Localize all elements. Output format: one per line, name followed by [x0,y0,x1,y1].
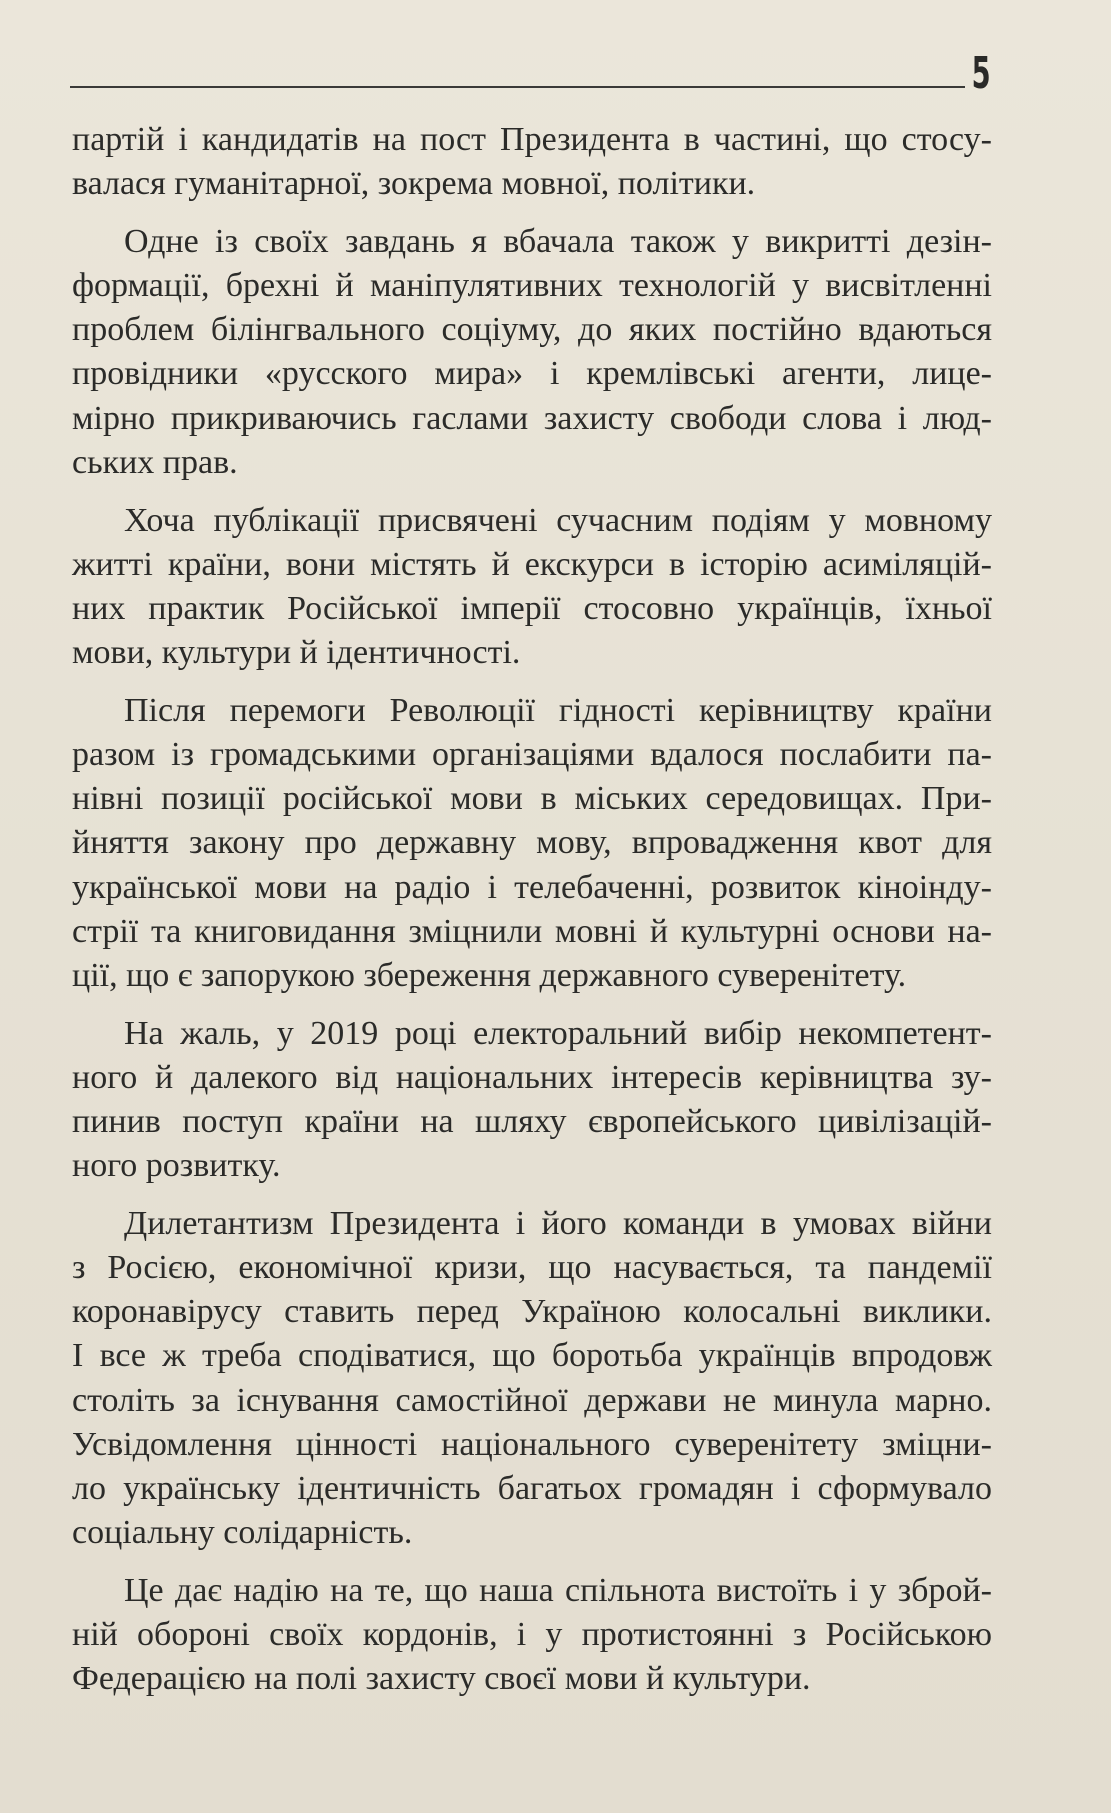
page-number: 5 [972,48,991,99]
paragraph-gap [72,998,992,1012]
text-line: йняття закону про державну мову, впровадження квот для [72,824,992,862]
text-line: Після перемоги Революції гідності керівництву країни [124,692,992,730]
text-line: І все ж треба сподіватися, що боротьба українців впродовж [72,1337,992,1375]
text-line: з Росією, економічної кризи, що насувається, та пандемії [72,1249,992,1287]
paragraph-gap [72,675,992,689]
text-line: Дилетантизм Президента і його команди в умовах війни [124,1205,992,1243]
text-line: ного розвитку. [72,1147,281,1185]
text-line: Одне із своїх завдань я вбачала також у викритті дезін- [124,223,992,261]
text-line: Хоча публікації присвячені сучасним подіям у мовному [124,501,992,539]
header-rule [70,86,965,88]
text-line: На жаль, у 2019 році електоральний вибір некомпетент- [124,1014,992,1052]
paragraph-gap [72,1555,992,1569]
text-line: провідники «русского мира» і кремлівські агенти, лицe- [72,355,992,393]
text-line: української мови на радіо і телебаченні, розвиток кіноінду- [72,868,992,906]
text-line: Федерацією на полі захисту своєї мови й культури. [72,1660,811,1698]
text-line: проблем білінгвального соціуму, до яких постійно вдаються [72,311,992,349]
text-line: житті країни, вони містять й екскурси в історію асиміляцій- [72,545,992,583]
body-text [72,118,992,1701]
paragraph-gap [72,485,992,499]
text-line: нівні позиції російської мови в міських середовищах. При- [72,780,992,818]
text-line: мови, культури й ідентичності. [72,634,521,672]
text-line: ло українську ідентичність багатьох громадян і сформувало [72,1469,992,1507]
text-line: ських прав. [72,443,238,481]
text-line: пинив поступ країни на шляху європейського цивілізацій- [72,1102,992,1140]
text-line: разом із громадськими організаціями вдалося послабити па- [72,736,992,774]
text-line: мірно прикриваючись гаслами захисту свободи слова і люд- [72,399,992,437]
text-line: Усвідомлення цінності національного суверенітету зміцни- [72,1425,992,1463]
paragraph-gap [72,1188,992,1202]
text-line: партій і кандидатів на пост Президента в частині, що стосу- [72,121,992,158]
text-line: століть за існування самостійної держави не минула марно. [72,1381,992,1419]
text-line: ній обороні своїх кордонів, і у протистоянні з Російською [72,1616,992,1653]
text-line: формації, брехні й маніпулятивних технологій у висвітленні [72,267,992,305]
text-line: ції, що є запорукою збереження державного суверенітету. [72,956,907,994]
text-line: Це дає надію на те, що наша спільнота вистоїть і у збрoй- [124,1571,992,1609]
text-line: стрії та книговидання зміцнили мовні й культурні основи на- [72,912,992,950]
text-line: валася гуманітарної, зокрема мовної, політики. [72,165,756,203]
paragraph-gap [72,206,992,220]
text-line: них практик Російської імперії стосовно українців, їхньої [72,589,992,627]
text-line: соціальну солідарність. [72,1513,413,1551]
text-line: ного й далекого від національних інтересів керівництва зу- [72,1058,992,1096]
text-line: коронавірусу ставить перед Україною колосальні виклики. [72,1293,992,1331]
